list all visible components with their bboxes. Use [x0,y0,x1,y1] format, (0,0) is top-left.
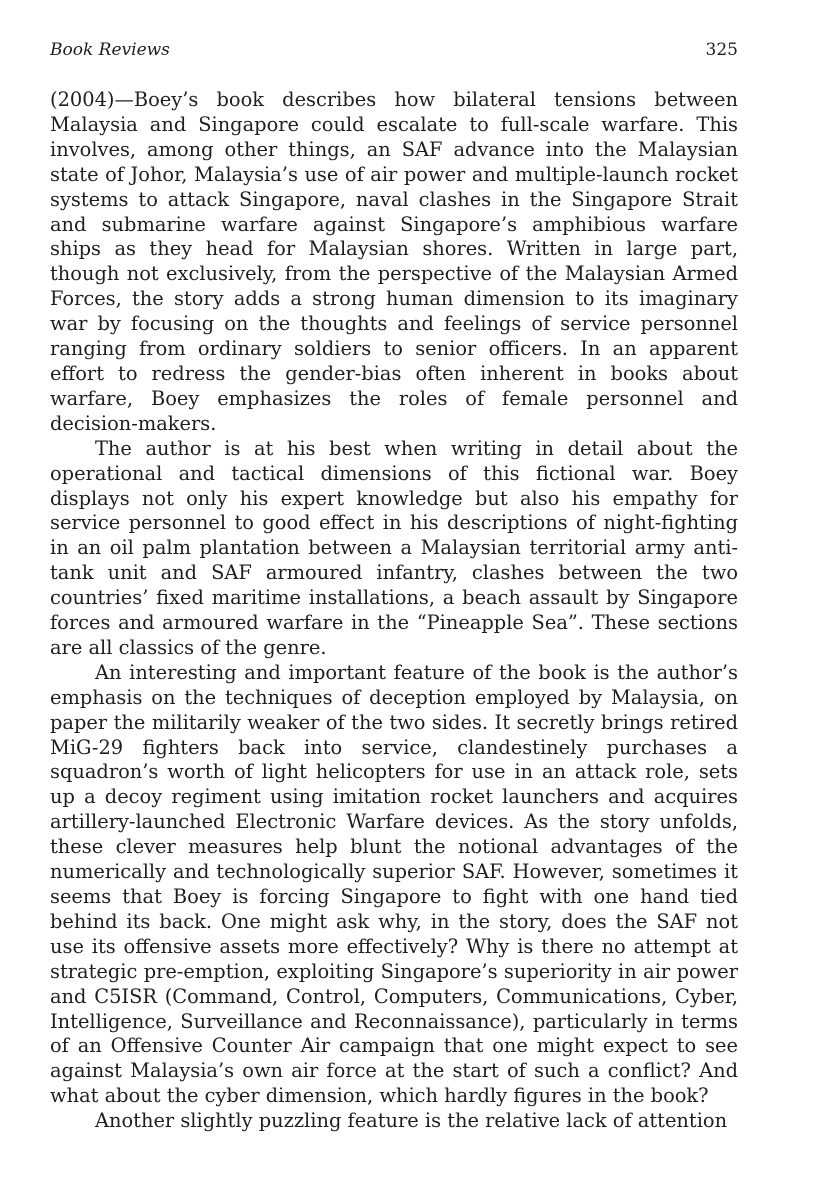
running-head [50,38,738,62]
review-body [50,88,738,1134]
paragraph: The author is at his best when writing in detail about the operational and tactical dimensions of this fictional war. Boey displays not only his expert knowledge but also his empathy for service personnel to good effect in his descriptions of night-fighting in an oil palm plantation between a Malaysian territorial army anti-tank unit and SAF armoured infantry, clashes between the two countries’ fixed maritime installations, a beach assault by Singapore forces and armoured warfare in the “Pineapple Sea”. These sections are all classics of the genre. [50,436,738,659]
section-title: Book Reviews [50,40,170,60]
paragraph: Another slightly puzzling feature is the relative lack of attention [95,1109,728,1133]
paragraph: An interesting and important feature of the book is the author’s emphasis on the techniques of deception employed by Malaysia, on paper the militarily weaker of the two sides. It secretly brings retired MiG-29 fighters back into service, clandestinely purchases a squadron’s worth of light helicopters for use in an attack role, sets up a decoy regiment using imitation rocket launchers and acquires artillery-launched Electronic Warfare devices. As the story unfolds, these clever measures help blunt the notional advantages of the numerically and technologically superior SAF. However, sometimes it seems that Boey is forcing Singapore to fight with one hand tied behind its back. One might ask why, in the story, does the SAF not use its offensive assets more effectively? Why is there no attempt at strategic pre-emption, exploiting Singapore’s superiority in air power and C5ISR (Command, Control, Computers, Communications, Cyber, Intelligence, Surveillance and Reconnaissance), particularly in terms of an Offensive Counter Air campaign that one might expect to see against Malaysia’s own air force at the start of such a conflict? And what about the cyber dimension, which hardly figures in the book? [50,660,738,1108]
paragraph: (2004)—Boey’s book describes how bilateral tensions between Malaysia and Singapore could escalate to full-scale warfare. This involves, among other things, an SAF advance into the Malaysian state of Johor, Malaysia’s use of air power and multiple-launch rocket systems to attack Singapore, naval clashes in the Singapore Strait and submarine warfare against Singapore’s amphibious warfare ships as they head for Malaysian shores. Written in large part, though not exclusively, from the perspective of the Malaysian Armed Forces, the story adds a strong human dimension to its imaginary war by focusing on the thoughts and feelings of service personnel ranging from ordinary soldiers to senior officers. In an apparent effort to redress the gender-bias often inherent in books about warfare, Boey emphasizes the roles of female personnel and decision-makers. [50,88,738,435]
page-number: 325 [705,40,738,60]
